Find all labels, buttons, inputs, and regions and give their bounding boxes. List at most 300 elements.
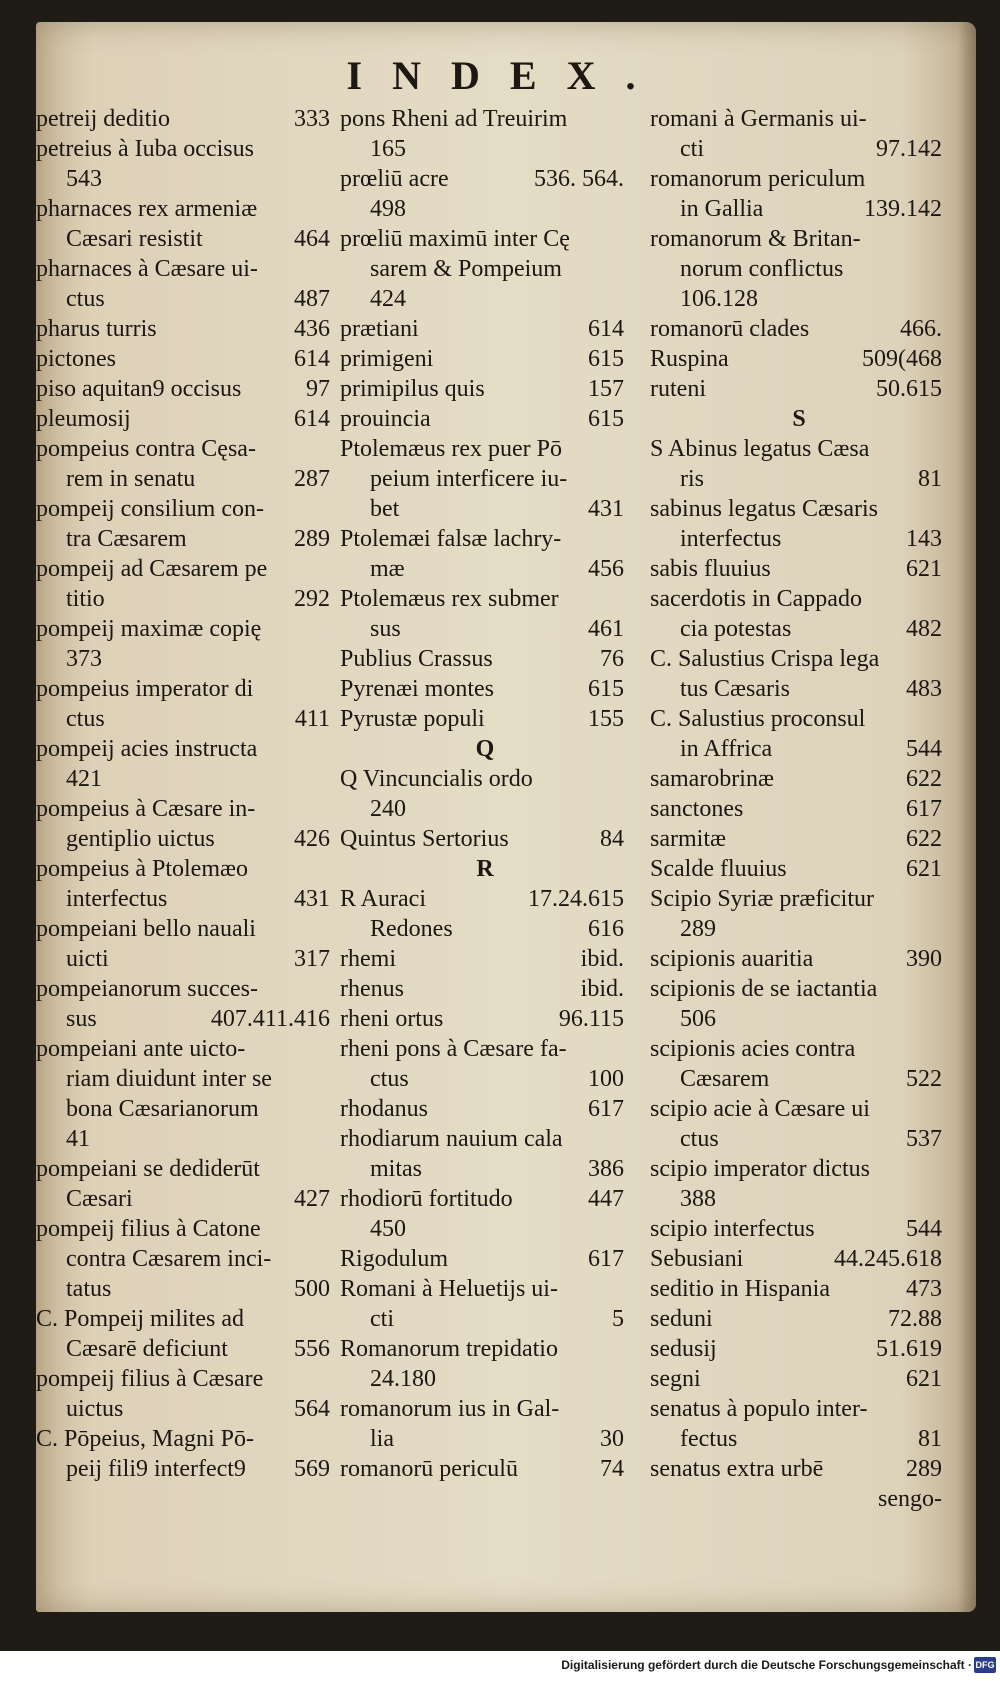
index-entry (650, 824, 948, 854)
index-entry (650, 524, 948, 554)
index-entry-text: samarobrinæ (650, 766, 774, 792)
running-head: INDEX. (346, 53, 666, 98)
index-entry (650, 1124, 948, 1154)
index-entry-text: scipionis auaritia (650, 946, 814, 972)
index-entry-text: pharnaces à Cæsare ui- (36, 256, 258, 282)
index-entry-text: ctus (66, 706, 105, 732)
index-page-number: 51.619 (876, 1336, 942, 1362)
index-entry (340, 224, 630, 254)
index-entry (36, 914, 336, 944)
index-entry-text: tatus (66, 1276, 112, 1302)
index-entry (650, 494, 948, 524)
index-entry-text: piso aquitan9 occisus (36, 376, 242, 402)
index-entry (650, 1214, 948, 1244)
index-page-number: 97.142 (876, 136, 942, 162)
index-entry (36, 524, 336, 554)
index-page-number: 292 (294, 586, 330, 612)
index-page-number: 622 (906, 826, 942, 852)
index-entry-text: 506 (680, 1006, 716, 1032)
index-entry (36, 404, 336, 434)
index-entry-text: rhodiorū fortitudo (340, 1186, 513, 1212)
index-page-number: 500 (294, 1276, 330, 1302)
index-entry-text: scipio acie à Cæsare ui (650, 1096, 870, 1122)
index-column-1 (36, 104, 336, 1484)
index-page-number: 81 (918, 1426, 942, 1452)
index-entry (650, 704, 948, 734)
index-page-number: 390 (906, 946, 942, 972)
index-entry (36, 854, 336, 884)
index-entry-text: ctus (680, 1126, 719, 1152)
index-page-number: 617 (906, 796, 942, 822)
index-entry-text: cti (370, 1306, 394, 1332)
index-page-number: 157 (588, 376, 624, 402)
index-entry (340, 704, 630, 734)
index-entry-text: Pyrenæi montes (340, 676, 494, 702)
index-entry-text: sabinus legatus Cæsaris (650, 496, 878, 522)
index-entry (36, 1304, 336, 1334)
index-entry-text: 41 (66, 1126, 90, 1152)
index-entry (340, 194, 630, 224)
index-entry (340, 764, 630, 794)
index-entry-text: sedusij (650, 1336, 717, 1362)
index-page-number: 431 (294, 886, 330, 912)
index-page-number: 615 (588, 346, 624, 372)
index-page-number: 411 (294, 706, 330, 732)
index-page-number: 386 (588, 1156, 624, 1182)
footer-bar (0, 1651, 1000, 1681)
index-entry-text: Cæsarem (680, 1066, 770, 1092)
index-page-number: 621 (906, 1366, 942, 1392)
index-entry-text: Cæsari (66, 1186, 133, 1212)
index-entry-text: rhenus (340, 976, 404, 1002)
index-entry (650, 344, 948, 374)
index-page-number: 76 (600, 646, 624, 672)
index-entry (340, 434, 630, 464)
index-entry-text: pompeij ad Cæsarem pe (36, 556, 268, 582)
index-entry (340, 344, 630, 374)
index-entry-text: titio (66, 586, 105, 612)
index-entry-text: scipionis acies contra (650, 1036, 856, 1062)
index-entry (36, 134, 336, 164)
index-entry-text: in Gallia (680, 196, 764, 222)
index-page-number: 556 (294, 1336, 330, 1362)
index-entry-text: rheni pons à Cæsare fa- (340, 1036, 567, 1062)
index-page-number: 622 (906, 766, 942, 792)
index-entry-text: rheni ortus (340, 1006, 444, 1032)
index-page-number: 456 (588, 556, 624, 582)
index-page-number: 544 (906, 1216, 942, 1242)
index-entry (650, 884, 948, 914)
index-entry-text: prœliū acre (340, 166, 449, 192)
index-entry-text: Romanorum trepidatio (340, 1336, 558, 1362)
index-entry (340, 494, 630, 524)
index-page-number: 466. (900, 316, 942, 342)
index-entry (650, 554, 948, 584)
index-entry-text: 373 (66, 646, 102, 672)
index-entry (650, 1364, 948, 1394)
index-entry-text: romanorum ius in Gal- (340, 1396, 560, 1422)
index-page-number: 447 (588, 1186, 624, 1212)
index-entry (340, 1454, 630, 1484)
index-entry (36, 584, 336, 614)
index-column-2 (340, 104, 630, 1484)
index-entry-text: C. Salustius Crispa lega (650, 646, 880, 672)
index-page-number: 615 (588, 406, 624, 432)
index-entry (340, 584, 630, 614)
index-entry (36, 434, 336, 464)
index-page-number: 333 (294, 106, 330, 132)
index-entry-text: Redones (370, 916, 453, 942)
index-entry (650, 764, 948, 794)
index-page-number: 483 (906, 676, 942, 702)
index-section-letter (340, 854, 630, 884)
index-page-number: 287 (294, 466, 330, 492)
index-column-3 (650, 104, 948, 1514)
index-entry (36, 614, 336, 644)
index-entry-text: sacerdotis in Cappado (650, 586, 862, 612)
index-entry-text: romanorū clades (650, 316, 810, 342)
index-entry-text: C. Pōpeius, Magni Pō- (36, 1426, 255, 1452)
index-entry (340, 1214, 630, 1244)
index-entry-text: sarem & Pompeium (370, 256, 562, 282)
index-entry (340, 1244, 630, 1274)
index-page-number: 615 (588, 676, 624, 702)
index-entry (36, 1424, 336, 1454)
index-entry (36, 1454, 336, 1484)
index-page-number: 74 (600, 1456, 624, 1482)
index-entry (36, 974, 336, 1004)
index-entry-text: in Affrica (680, 736, 773, 762)
index-page-number: 50.615 (876, 376, 942, 402)
index-entry (36, 884, 336, 914)
index-page-number: 614 (294, 346, 330, 372)
index-entry (340, 794, 630, 824)
index-entry-text: 388 (680, 1186, 716, 1212)
index-entry (36, 1184, 336, 1214)
index-page-number: 564 (294, 1396, 330, 1422)
footer-credit: Digitalisierung gefördert durch die Deutsche Forschungsgemeinschaft · (561, 1658, 972, 1672)
index-page-number: 614 (294, 406, 330, 432)
index-page-number: 487 (294, 286, 330, 312)
index-page-number: 616 (588, 916, 624, 942)
index-page-number: 17.24.615 (528, 886, 624, 912)
index-entry-text: Scipio Syriæ præficitur (650, 886, 874, 912)
index-entry-text: Cæsarē deficiunt (66, 1336, 228, 1362)
index-entry-text: lia (370, 1426, 394, 1452)
index-entry (36, 1214, 336, 1244)
index-page-number: 617 (588, 1246, 624, 1272)
index-entry-text: Cæsari resistit (66, 226, 203, 252)
index-entry-text: fectus (680, 1426, 738, 1452)
index-page-number: ibid. (580, 976, 624, 1002)
index-page-number: 30 (600, 1426, 624, 1452)
index-entry (340, 554, 630, 584)
index-entry (340, 1124, 630, 1154)
index-page-number: 427 (294, 1186, 330, 1212)
index-page-number: 431 (588, 496, 624, 522)
index-entry-text: norum conflictus (680, 256, 844, 282)
index-entry-text: cti (680, 136, 704, 162)
index-page-number: 461 (588, 616, 624, 642)
index-entry-text: uicti (66, 946, 109, 972)
index-entry (650, 134, 948, 164)
index-entry (340, 374, 630, 404)
index-page-number: sengo- (878, 1486, 942, 1512)
index-page-number: 139.142 (864, 196, 942, 222)
index-page-number: 96.115 (558, 1006, 624, 1032)
index-entry-text: Rigodulum (340, 1246, 449, 1272)
index-entry-text: primipilus quis (340, 376, 485, 402)
index-entry-text: mitas (370, 1156, 422, 1182)
index-entry-text: Quintus Sertorius (340, 826, 509, 852)
index-entry-text: scipionis de se iactantia (650, 976, 878, 1002)
index-entry-text: Ptolemæus rex submer (340, 586, 559, 612)
index-entry-text: pompeius imperator di (36, 676, 254, 702)
index-page-number: 426 (294, 826, 330, 852)
index-entry-text: 498 (370, 196, 406, 222)
index-entry-text: prouincia (340, 406, 431, 432)
index-page-number: 621 (906, 556, 942, 582)
index-entry-text: seduni (650, 1306, 713, 1332)
index-entry (340, 104, 630, 134)
index-entry (340, 824, 630, 854)
index-entry-text: scipio interfectus (650, 1216, 815, 1242)
index-page-number: 72.88 (888, 1306, 942, 1332)
index-entry-text: 543 (66, 166, 102, 192)
index-entry (36, 254, 336, 284)
index-entry-text: tra Cæsarem (66, 526, 187, 552)
index-page-number: 289 (906, 1456, 942, 1482)
index-entry-text: Q (475, 736, 495, 762)
index-entry (340, 1094, 630, 1124)
index-entry-text: romanorū periculū (340, 1456, 518, 1482)
index-entry (650, 1334, 948, 1364)
index-entry-text: rhodiarum nauium cala (340, 1126, 563, 1152)
index-entry-text: Ptolemæus rex puer Pō (340, 436, 562, 462)
index-page-number: 97 (306, 376, 330, 402)
index-entry (36, 1004, 336, 1034)
index-entry-text: mæ (370, 556, 405, 582)
index-entry-text: seditio in Hispania (650, 1276, 830, 1302)
index-entry (36, 284, 336, 314)
index-entry (36, 704, 336, 734)
index-entry-text: R (476, 856, 494, 882)
index-entry (650, 164, 948, 194)
index-entry-text: prætiani (340, 316, 419, 342)
index-page-number: 436 (294, 316, 330, 342)
index-entry (650, 434, 948, 464)
index-entry-text: R Auraci (340, 886, 426, 912)
index-entry-text: 165 (370, 136, 406, 162)
index-entry-text: segni (650, 1366, 701, 1392)
index-entry (340, 1004, 630, 1034)
index-page-number: 569 (294, 1456, 330, 1482)
index-entry (650, 644, 948, 674)
index-entry-text: pompeius contra Cęsa- (36, 436, 256, 462)
index-entry-text: pompeij maximæ copię (36, 616, 262, 642)
index-entry-text: pompeiani se dediderūt (36, 1156, 260, 1182)
index-entry-text: contra Cæsarem inci- (66, 1246, 272, 1272)
index-entry (340, 314, 630, 344)
index-entry (36, 734, 336, 764)
index-entry (650, 104, 948, 134)
index-entry-text: ris (680, 466, 704, 492)
index-entry (650, 1484, 948, 1514)
index-entry-text: 24.180 (370, 1366, 436, 1392)
index-entry-text: 450 (370, 1216, 406, 1242)
index-entry (36, 1364, 336, 1394)
index-entry-text: pompeiani bello nauali (36, 916, 256, 942)
index-page-number: 537 (906, 1126, 942, 1152)
index-entry (36, 824, 336, 854)
index-entry-text: 289 (680, 916, 716, 942)
index-entry (340, 1424, 630, 1454)
index-entry (36, 494, 336, 524)
index-entry (36, 644, 336, 674)
index-entry-text: senatus extra urbē (650, 1456, 824, 1482)
index-page-number: 143 (906, 526, 942, 552)
index-entry (650, 1094, 948, 1124)
index-entry (650, 1154, 948, 1184)
index-entry-text: pompeianorum succes- (36, 976, 258, 1002)
index-entry-text: peij fili9 interfect9 (66, 1456, 246, 1482)
index-entry (340, 674, 630, 704)
index-page-number: 509(468 (862, 346, 942, 372)
index-entry (36, 164, 336, 194)
index-entry (36, 944, 336, 974)
index-entry-text: peium interficere iu- (370, 466, 568, 492)
index-entry-text: primigeni (340, 346, 434, 372)
index-entry-text: pompeius à Ptolemæo (36, 856, 248, 882)
index-entry (36, 374, 336, 404)
index-entry (650, 224, 948, 254)
index-page-number: 155 (588, 706, 624, 732)
index-entry-text: ctus (66, 286, 105, 312)
dfg-logo-text: DFG (975, 1660, 995, 1670)
index-entry-text: pons Rheni ad Treuirim (340, 106, 568, 132)
index-entry (340, 1364, 630, 1394)
index-entry-text: S (792, 406, 806, 432)
index-entry (340, 884, 630, 914)
index-entry (650, 254, 948, 284)
index-entry-text: romani à Germanis ui- (650, 106, 867, 132)
index-page-number: ibid. (580, 946, 624, 972)
index-entry-text: bet (370, 496, 400, 522)
index-page-number: 617 (588, 1096, 624, 1122)
index-entry-text: rhodanus (340, 1096, 428, 1122)
index-entry (650, 194, 948, 224)
index-entry-text: pompeiani ante uicto- (36, 1036, 246, 1062)
index-entry-text: rem in senatu (66, 466, 196, 492)
index-section-letter (650, 404, 948, 434)
index-entry (340, 1034, 630, 1064)
index-entry (36, 1244, 336, 1274)
index-entry-text: bona Cæsarianorum (66, 1096, 259, 1122)
index-entry-text: sarmitæ (650, 826, 726, 852)
index-entry (340, 1304, 630, 1334)
index-entry (340, 1184, 630, 1214)
dfg-logo-icon (974, 1657, 996, 1673)
index-entry-text: Pyrustæ populi (340, 706, 485, 732)
index-entry-text: scipio imperator dictus (650, 1156, 870, 1182)
index-entry (650, 314, 948, 344)
index-entry (36, 1274, 336, 1304)
index-entry (340, 1274, 630, 1304)
index-entry (36, 1034, 336, 1064)
index-entry (340, 944, 630, 974)
index-entry (36, 104, 336, 134)
index-entry (650, 1004, 948, 1034)
index-entry-text: senatus à populo inter- (650, 1396, 868, 1422)
index-entry (650, 584, 948, 614)
index-entry (340, 404, 630, 434)
index-entry-text: ruteni (650, 376, 706, 402)
index-entry (650, 1274, 948, 1304)
index-entry-text: sanctones (650, 796, 744, 822)
index-entry (340, 1064, 630, 1094)
index-entry (36, 1094, 336, 1124)
index-entry (650, 1064, 948, 1094)
index-entry (340, 464, 630, 494)
index-entry-text: Ruspina (650, 346, 729, 372)
index-entry (340, 1334, 630, 1364)
index-entry (36, 674, 336, 704)
index-entry-text: 421 (66, 766, 102, 792)
index-entry-text: gentiplio uictus (66, 826, 215, 852)
index-entry (650, 734, 948, 764)
index-entry-text: pompeij consilium con- (36, 496, 264, 522)
index-entry-text: interfectus (66, 886, 168, 912)
index-entry-text: pompeij acies instructa (36, 736, 258, 762)
index-entry (340, 1154, 630, 1184)
index-entry (650, 1424, 948, 1454)
index-entry (36, 224, 336, 254)
index-page-number: 407.411.416 (210, 1006, 330, 1032)
index-page-number: 84 (600, 826, 624, 852)
index-entry (340, 524, 630, 554)
index-entry (36, 1154, 336, 1184)
index-entry (340, 614, 630, 644)
index-entry (650, 794, 948, 824)
index-entry (36, 314, 336, 344)
index-entry (650, 464, 948, 494)
index-entry (36, 464, 336, 494)
index-entry-text: pharus turris (36, 316, 157, 342)
index-entry (650, 1304, 948, 1334)
index-entry-text: 424 (370, 286, 406, 312)
index-entry-text: petreius à Iuba occisus (36, 136, 254, 162)
index-entry (650, 944, 948, 974)
index-entry (650, 1244, 948, 1274)
index-entry-text: petreij deditio (36, 106, 170, 132)
index-page-number: 473 (906, 1276, 942, 1302)
index-entry-text: cia potestas (680, 616, 792, 642)
index-page-number: 317 (294, 946, 330, 972)
index-entry-text: sabis fluuius (650, 556, 771, 582)
index-entry-text: rhemi (340, 946, 396, 972)
index-page-number: 464 (294, 226, 330, 252)
index-entry-text: pompeius à Cæsare in- (36, 796, 256, 822)
index-entry (340, 914, 630, 944)
index-entry-text: ctus (370, 1066, 409, 1092)
index-section-letter (340, 734, 630, 764)
index-entry-text: pharnaces rex armeniæ (36, 196, 258, 222)
index-entry (36, 764, 336, 794)
index-page-number: 5 (612, 1306, 624, 1332)
index-entry-text: pompeij filius à Cæsare (36, 1366, 264, 1392)
index-entry-text: 240 (370, 796, 406, 822)
index-entry (36, 344, 336, 374)
